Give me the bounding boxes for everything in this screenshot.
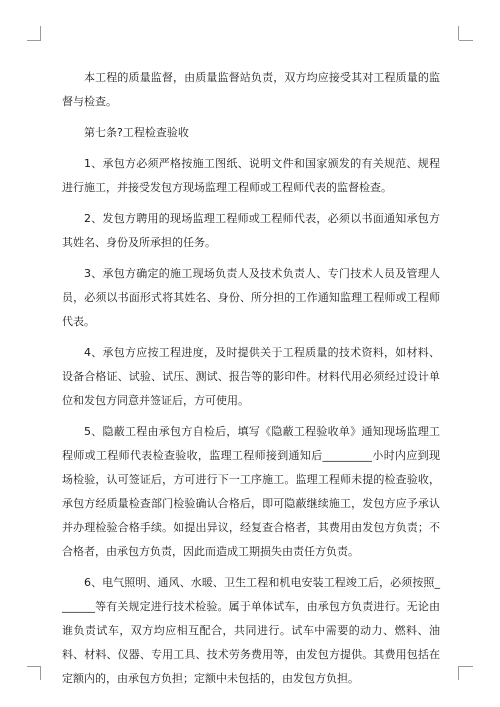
clause-3-paragraph: 3、承包方确定的施工现场负责人及技术负责人、专门技术人员及管理人员，必须以书面形式将其姓名、身份、所分担的工作通知监理工程师或工程师代表。 — [62, 267, 440, 328]
clause-6-paragraph: 6、电气照明、通风、水暖、卫生工程和机电安装工程竣工后，必须按照_______等有关规定进行技术检验。属于单体试车，由承包方负责进行。无论由谁负责试车，双方均应相互配合，共同进行。试车中需要的动力、燃料、油料、材料、仪器、专用工具、技术劳务费用等，由发包方提供。其费用包括在定额内的，由承包方负担；定额中未包括的，由发包方负担。 — [62, 576, 440, 685]
crop-mark-bottom-right-vertical — [458, 666, 459, 680]
crop-mark-bottom-left-vertical — [40, 666, 41, 680]
document-body — [62, 66, 440, 698]
clause-4-paragraph: 4、承包方应按工程进度，及时提供关于工程质量的技术资料，如材料、设备合格证、试验、试压、测试、报告等的影印件。材料代用必须经过设计单位和发包方同意并签证后，方可使用。 — [62, 346, 440, 407]
clause-2-paragraph: 2、发包方聘用的现场监理工程师或工程师代表，必须以书面通知承包方其姓名、身份及所承担的任务。 — [62, 212, 440, 249]
clause-5-paragraph: 5、隐蔽工程由承包方自检后，填写《隐蔽工程验收单》通知现场监理工程师或工程师代表检查验收，监理工程师接到通知后_________小时内应到现场检验，认可签证后，方可进行下一工序施工。监理工程师未提的检查验收，承包方经质量检查部门检验确认合格后，即可隐蔽继续施工，发包方应予承认并办理检验合格手续。如提出异议，经复查合格者，其费用由发包方负责；不合格者，由承包方负责，因此而造成工期损失由责任方负责。 — [62, 425, 440, 558]
crop-mark-top-right-horizontal — [459, 40, 473, 41]
article-seven-heading: 第七条?工程检查验收 — [84, 126, 189, 139]
paragraph-quality-supervision: 本工程的质量监督，由质量监督站负责，双方均应接受其对工程质量的监督与检查。 — [62, 71, 440, 108]
crop-mark-top-left-vertical — [40, 26, 41, 40]
crop-mark-top-right-vertical — [458, 26, 459, 40]
crop-mark-top-left-horizontal — [27, 40, 41, 41]
clause-1-paragraph: 1、承包方必须严格按施工图纸、说明文件和国家颁发的有关规范、规程进行施工，并接受发包方现场监理工程师或工程师代表的监督检查。 — [62, 157, 440, 194]
crop-mark-bottom-right-horizontal — [459, 666, 473, 667]
crop-mark-bottom-left-horizontal — [27, 666, 41, 667]
